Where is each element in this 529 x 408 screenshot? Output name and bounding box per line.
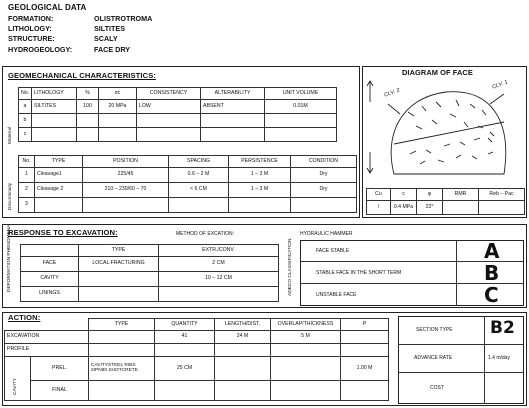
class-b-text: STABLE FACE IN THE SHORT TERM (316, 270, 402, 276)
section-type-label: SECTION TYPE (416, 327, 453, 333)
deformation-label: DEFORMATION PHENOMENA (7, 224, 12, 292)
material-header (19, 88, 337, 100)
method-value: HYDRAULIC HAMMER (300, 231, 353, 237)
formation-label: FORMATION: (8, 14, 54, 23)
clv2-label: CLV. 2 (383, 87, 401, 99)
material-label: Material (8, 126, 13, 144)
material-table (18, 87, 337, 142)
geological-title: GEOLOGICAL DATA (8, 3, 87, 12)
diagram-title: DIAGRAM OF FACE (402, 68, 473, 77)
formation-value: OLISTROTROMA (94, 14, 153, 23)
section-type-value: B2 (490, 318, 515, 338)
action-table: TYPE QUANTITY LENGTH/DIST. OVERLAP/THICKNESS P EXCAVATION 41 24 M 5 M PROFILE CAVITY PREL. CAVITYSTEEL RIBS 2IPN80 SHOTCRETE 25 CM 1.00 M FINAL (4, 318, 389, 401)
class-c-letter: C (484, 283, 499, 307)
geological-rows (8, 14, 188, 55)
advance-rate-label: ADVANCE RATE (414, 355, 453, 361)
discontinuity-table (18, 155, 357, 213)
table-row: CAVITY PREL. CAVITYSTEEL RIBS 2IPN80 SHOTCRETE 25 CM 1.00 M (5, 357, 389, 381)
discontinuity-label: Discontinuity (8, 182, 13, 210)
lithology-label: LITHOLOGY: (8, 24, 52, 34)
table-row: a SILTITES 100 20 MPa LOW ABSENT 0.01M (19, 100, 337, 114)
geomech-title: GEOMECHANICAL CHARACTERISTICS: (8, 71, 156, 80)
structure-label: STRUCTURE: (8, 34, 55, 44)
table-row: LININGS (21, 287, 279, 302)
class-b-letter: B (484, 261, 500, 285)
deformation-table: TYPE EXTR./CONV. FACE LOCAL FRACTURING 2 CM CAVITY 10 – 12 CM LININGS (20, 244, 279, 302)
advance-rate-value: 1.4 m/day (488, 355, 510, 361)
table-row: 2 Cleavage 2 210 – 230/60 – 70 < 6 CM 1 – 3 M Dry (19, 183, 357, 198)
table-row: 3 (19, 198, 357, 213)
class-a-letter: A (484, 239, 500, 263)
th-unit-volume: UNIT VOLUME (265, 88, 337, 100)
lithology-value: SILTITES (94, 24, 126, 34)
table-row: b (19, 114, 337, 128)
hydrogeology-label: HYDROGEOLOGY: (8, 44, 73, 54)
th-lithology: LITHOLOGY (32, 88, 77, 100)
th-sigma: σc (99, 88, 137, 100)
face-params-table: Cu c φ RMR Reb – Pac / 0.4 MPa 22° (366, 188, 525, 215)
adeco-label: ADECO CLASSIFICATION (288, 238, 293, 296)
th-consistency: CONSISTENCY (137, 88, 201, 100)
table-row: CAVITY 10 – 12 CM (21, 272, 279, 287)
clv1-label: CLV. 1 (491, 79, 509, 91)
table-row: PROFILE (5, 344, 389, 357)
method-label: METHOD OF EXCATION: (176, 231, 234, 237)
action-title: ACTION: (8, 313, 41, 322)
table-row: 1 Cleavage1 225/45 0.6 – 2 M 1 – 3 M Dry (19, 168, 357, 183)
hydrogeology-value: FACE DRY (94, 44, 131, 54)
cost-label: COST (430, 385, 444, 391)
class-a-text: FACE STABLE (316, 248, 350, 254)
cavity-label: CAVITY (13, 378, 18, 395)
geological-data-panel (2, 2, 186, 62)
table-row: FACE LOCAL FRACTURING 2 CM (21, 257, 279, 272)
th-percent: % (77, 88, 99, 100)
th-alterability: ALTERABILITY (201, 88, 265, 100)
response-title: RESPONSE TO EXCAVATION: (8, 228, 118, 237)
table-row: FINAL (5, 381, 389, 401)
th-no: No. (19, 88, 32, 100)
table-row: c (19, 128, 337, 142)
class-c-text: UNSTABLE FACE (316, 292, 357, 298)
structure-value: SCALY (94, 34, 118, 44)
table-row: EXCAVATION 41 24 M 5 M (5, 331, 389, 344)
discontinuity-header: No. TYPE POSITION SPACING PERSISTENCE CONDITION (19, 156, 357, 168)
